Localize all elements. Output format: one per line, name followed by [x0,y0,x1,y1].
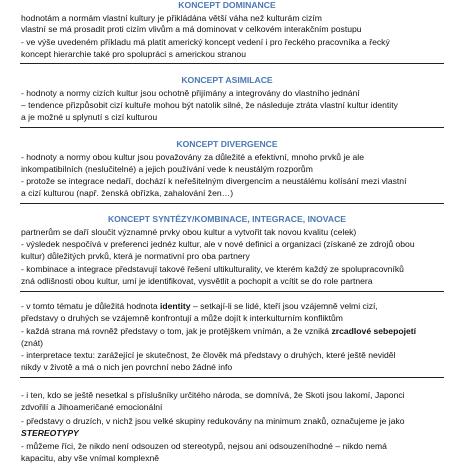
text-line [21,326,416,337]
text-line: - kombinace a integrace představují takové řešení ultikulturality, ve kterém každý ze spolupracovníků [21,264,404,274]
heading-asimilace: KONCEPT ASIMILACE [181,75,273,85]
text-line: a cizí kulturou (např. ženská obřízka, zahalování žen…) [21,188,234,198]
heading-synteza: KONCEPT SYNTÉZY/KOMBINACE, INTEGRACE, INOVACE [107,214,347,224]
section-divider [20,127,444,128]
text-line: vlastní se má prosadit proti cizím vlivům a má dominovat v celkovém interakčním postupu [21,24,362,34]
text-line: - ve výše uvedeném příkladu má platit americký koncept vedení i pro řeckého pracovníka a řecký [21,37,390,47]
heading-divergence: KONCEPT DIVERGENCE [176,139,278,149]
heading-dominance: KONCEPT DOMINANCE [178,0,276,10]
text-span: - v tomto tématu je důležitá hodnota [21,301,161,311]
text-line: kultur) důležitých prvků, která je normativní pro oba partnery [21,251,250,261]
section-divider [20,63,444,64]
text-line: - výsledek nespočívá v preferenci jednéz kultur, ale v nové definici a organizaci (získané ze zdrojů obou [21,239,415,249]
text-line: inkompatibilních (neslučitelné) a jejich používání vede k neustálým rozporům [21,164,313,174]
term-identity: identity [160,301,191,311]
text-line: nikdy v životě a má o nich jen povrchní nebo žádné info [21,362,233,372]
text-line: – tendence přizpůsobit cizí kultuře mohou být natolik silné, že následuje ztráta vlastní kultur identity [21,100,398,110]
text-line: partnerům se daří sloučit významné prvky obou kultur a vytvořit tak novou kvalitu (celek) [21,227,357,237]
text-line: - představy o druzích, v nichž jsou velké skupiny redukovány na minimum znaků, označujeme je jako [21,416,405,426]
text-line: - interpretace textu: zarážející je skutečnost, že člověk má představy o druhých, které ještě neviděl [21,350,396,360]
text-line: zdvořilí a Jihoameričané emocionální [21,402,163,412]
text-span: - každá strana má rovněž představy o tom, jak je protějškem vnímán, a že vzniká [21,326,332,336]
text-line: (znát) [21,338,43,348]
text-line [21,301,378,312]
term-zrcadlove-sebepojeti: zrcadlové sebepojetí [331,326,417,336]
text-line: - hodnoty a normy obou kultur jsou považovány za důležité a efektivní, mnoho prvků je ale [21,152,364,162]
term-stereotypy: STEREOTYPY [21,428,79,438]
text-span: – setkají-li se lidé, kteří jsou vzájemně velmi cizí, [190,301,378,311]
text-line: hodnotám a normám vlastní kultury je přikládána větší váha než kulturám cizím [21,13,322,23]
section-divider [20,291,444,292]
text-line: představy o druhých se vzájemně konfrontují a může dojít k interkulturním konfliktům [21,313,343,323]
section-divider [20,377,444,378]
text-line: - i ten, kdo se ještě nesetkal s příslušníky určitého národa, se domnívá, že Skoti jsou lakomí, Japonci [21,390,405,400]
text-line: - hodnoty a normy cizích kultur jsou ochotně přijímány a integrovány do vlastního jednání [21,88,360,98]
text-line: - protože se integrace nedaří, dochází k neřešitelným divergencím a neustálému kolísání mezi vlastní [21,176,407,186]
text-line: kapacitu, aby vše vnímal komplexně [21,453,160,463]
text-line: koncept hierarchie také pro spolupráci s americkou stranou [21,49,246,59]
text-line: - můžeme říci, že nikdo není odsouzen od stereotypů, nejsou ani odsouzeníhodné – nikdo nemá [21,441,387,451]
section-divider [20,203,444,204]
text-line: zná odlišnosti obou kultur, umí je identifikovat, vysvětlit a pochopit a vcítit se do role partnera [21,276,373,286]
text-line: a je možné u splynutí s cizí kulturou [21,112,158,122]
